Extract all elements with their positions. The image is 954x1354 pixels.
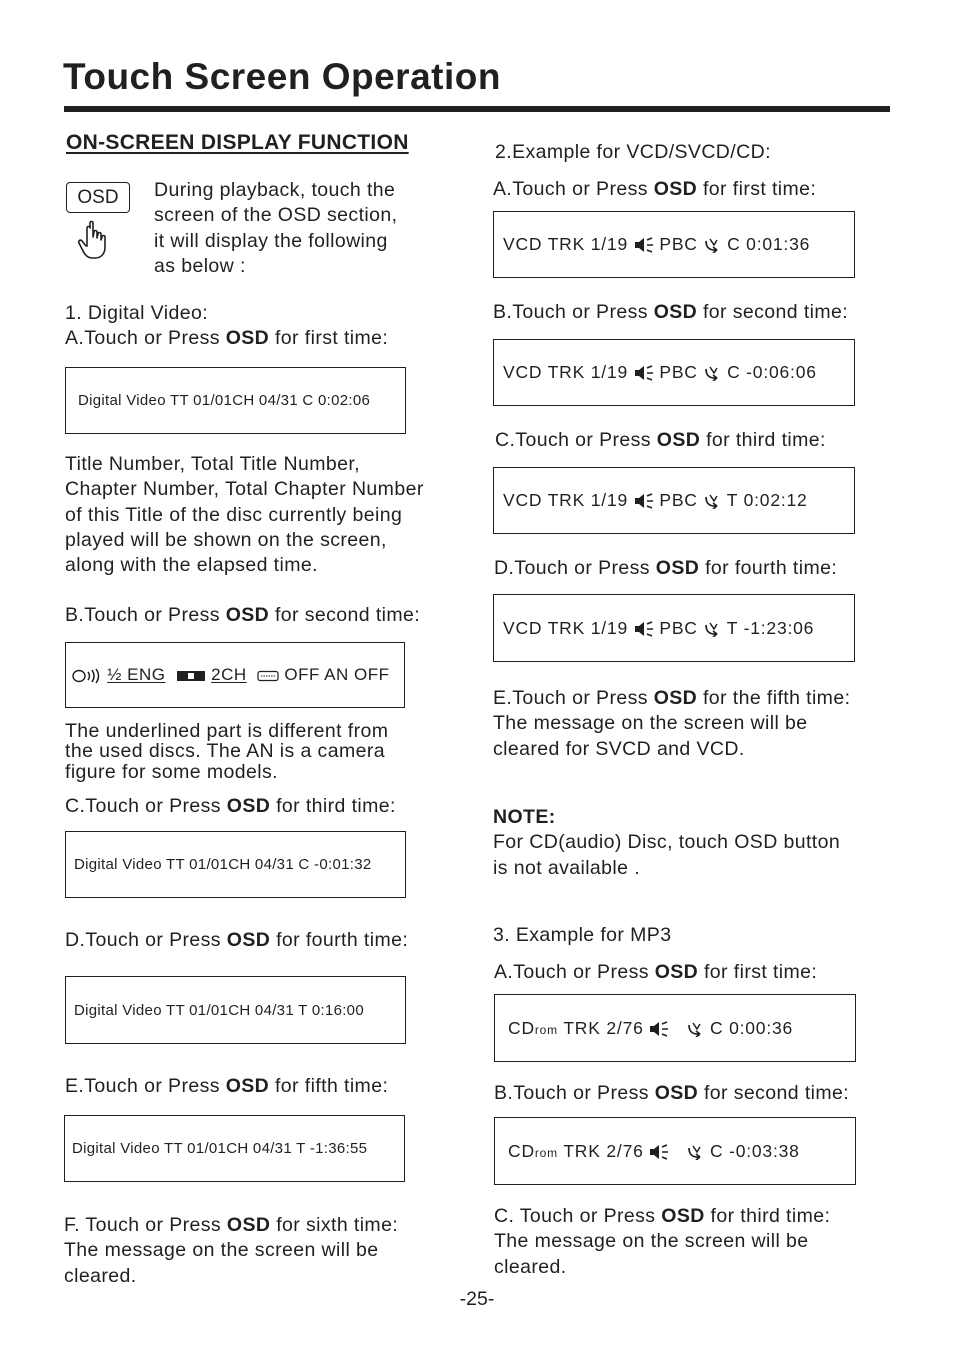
audio-icon — [649, 1144, 669, 1160]
dv-display-d: Digital Video TT 01/01CH 04/31 T 0:16:00 — [65, 976, 406, 1044]
cd-note: NOTE: For CD(audio) Disc, touch OSD button is not available . — [493, 806, 841, 879]
dv-step-e: E.Touch or Press OSD for fifth time: — [65, 1075, 389, 1097]
vcd-step-d: D.Touch or Press OSD for fourth time: — [494, 557, 838, 579]
title-rule — [64, 106, 890, 112]
mp3-display-b: CDrom TRK 2/76 C -0:03:38 — [494, 1117, 856, 1185]
mp3-step-a: A.Touch or Press OSD for first time: — [494, 961, 818, 983]
vcd-display-b: VCD TRK 1/19 PBC C -0:06:06 — [493, 339, 855, 406]
page-title: Touch Screen Operation — [63, 56, 501, 97]
vcd-display-d: VCD TRK 1/19 PBC T -1:23:06 — [493, 594, 855, 662]
audio-icon — [634, 237, 654, 253]
section-title: ON-SCREEN DISPLAY FUNCTION — [66, 131, 409, 154]
dv-note: The underlined part is different from the used discs. The AN is a camera figure for some models. — [65, 720, 389, 783]
dv-display-a: Digital Video TT 01/01CH 04/31 C 0:02:06 — [65, 367, 406, 434]
pointing-hand-icon — [76, 220, 112, 260]
speaker-channel-icon — [176, 669, 206, 683]
repeat-icon — [686, 1021, 704, 1037]
vcd-display-c: VCD TRK 1/19 PBC T 0:02:12 — [493, 467, 855, 534]
repeat-icon — [703, 493, 721, 509]
vcd-step-b: B.Touch or Press OSD for second time: — [493, 301, 849, 323]
repeat-icon — [686, 1144, 704, 1160]
dv-step-d: D.Touch or Press OSD for fourth time: — [65, 929, 409, 951]
repeat-icon — [703, 621, 721, 637]
vcd-step-a: A.Touch or Press OSD for first time: — [493, 178, 817, 200]
repeat-icon — [703, 365, 721, 381]
dv-step-a: A.Touch or Press OSD for first time: — [65, 327, 389, 349]
digital-video-heading: 1. Digital Video: — [65, 302, 209, 324]
page-number: -25- — [459, 1288, 495, 1310]
mp3-step-c: C. Touch or Press OSD for third time: The message on the screen will be cleared. — [494, 1205, 831, 1278]
mp3-display-a: CDrom TRK 2/76 C 0:00:36 — [494, 994, 856, 1062]
vcd-step-c: C.Touch or Press OSD for third time: — [495, 429, 826, 451]
dv-step-f: F. Touch or Press OSD for sixth time: The message on the screen will be cleared. — [64, 1214, 399, 1287]
mp3-step-b: B.Touch or Press OSD for second time: — [494, 1082, 850, 1104]
dv-display-e: Digital Video TT 01/01CH 04/31 T -1:36:55 — [64, 1115, 405, 1182]
audio-wave-icon — [72, 668, 102, 684]
dv-display-b: ½ ENG 2CH OFF AN OFF — [65, 642, 405, 708]
audio-icon — [649, 1021, 669, 1037]
repeat-icon — [703, 237, 721, 253]
osd-button: OSD — [66, 182, 130, 213]
dv-description: Title Number, Total Title Number, Chapter Number, Total Chapter Number of this Title of the disc currently being played will be shown on the screen, along with the elapsed time. — [65, 453, 424, 577]
dv-display-c: Digital Video TT 01/01CH 04/31 C -0:01:32 — [65, 831, 406, 898]
vcd-step-e: E.Touch or Press OSD for the fifth time: The message on the screen will be cleared for SVCD and VCD. — [493, 687, 851, 760]
mp3-heading: 3. Example for MP3 — [493, 924, 672, 946]
audio-icon — [634, 365, 654, 381]
dv-step-c: C.Touch or Press OSD for third time: — [65, 795, 396, 817]
intro-text: During playback, touch the screen of the OSD section, it will display the following as below : — [154, 179, 398, 277]
dv-step-b: B.Touch or Press OSD for second time: — [65, 604, 421, 626]
audio-icon — [634, 621, 654, 637]
audio-icon — [634, 493, 654, 509]
vcd-heading: 2.Example for VCD/SVCD/CD: — [495, 141, 771, 163]
vcd-display-a: VCD TRK 1/19 PBC C 0:01:36 — [493, 211, 855, 278]
subtitle-icon — [257, 670, 279, 682]
